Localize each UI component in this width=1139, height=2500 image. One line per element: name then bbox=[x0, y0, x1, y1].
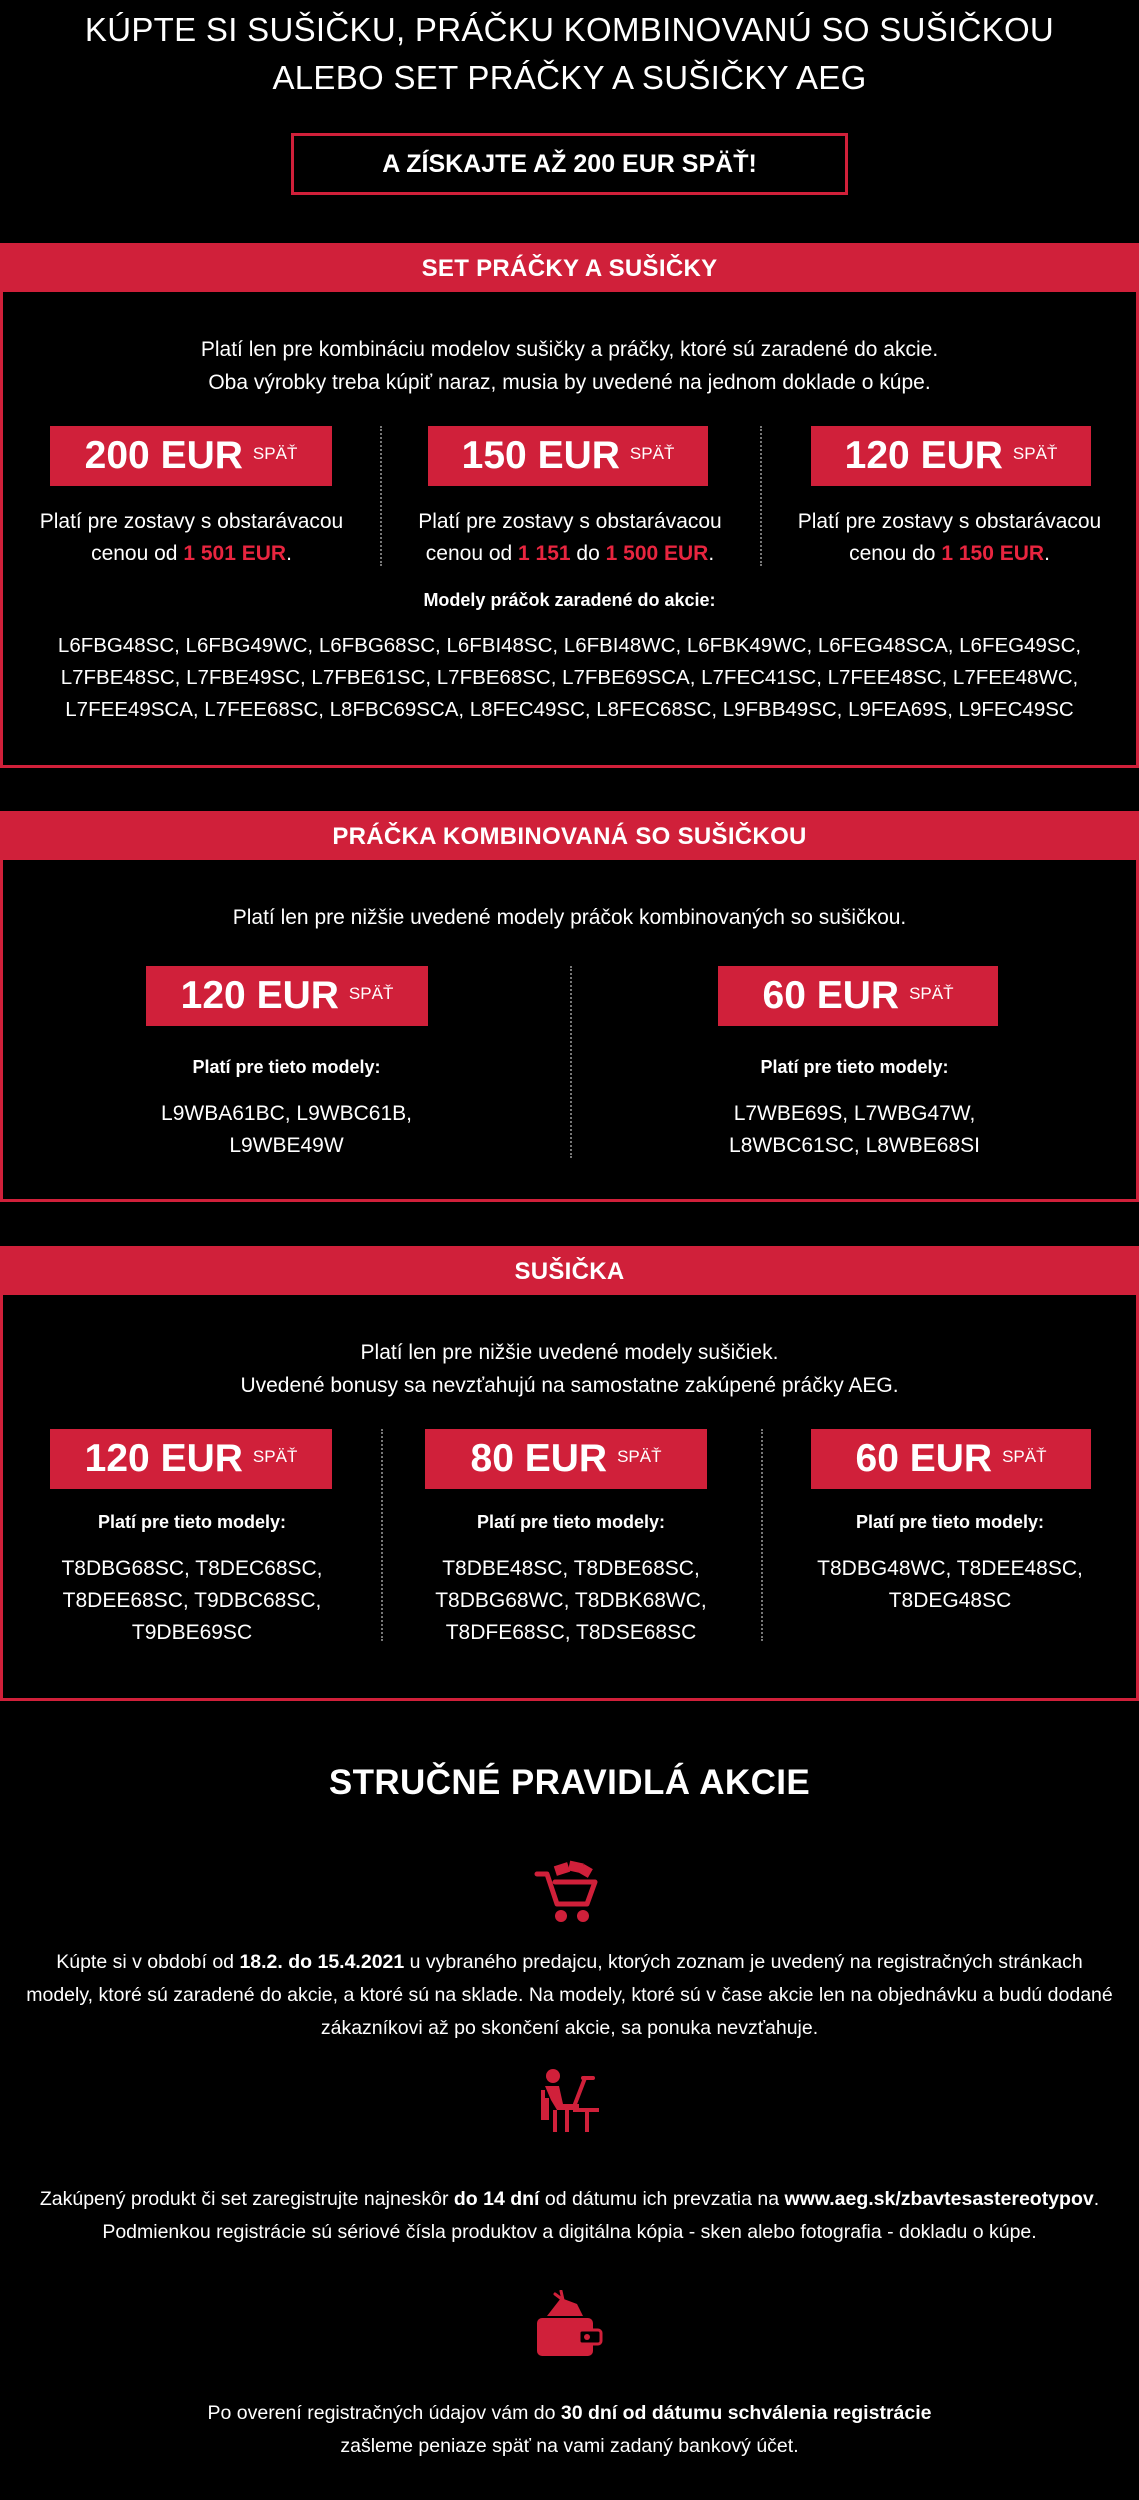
step2-end: . bbox=[1093, 2188, 1100, 2210]
step2-pre: Zakúpený produkt či set zaregistrujte najneskôr bbox=[39, 2188, 454, 2210]
badge-amount: 60 EUR bbox=[762, 974, 900, 1017]
step1-line2: modely, ktoré sú zaradené do akcie, a ktoré sú na sklade. Na modely, ktoré sú v čase akcie len na objednávku a budú dodané bbox=[26, 1984, 1113, 2006]
dryer-intro-line2: Uvedené bonusy sa nevzťahujú na samostatne zakúpené práčky AEG. bbox=[240, 1374, 899, 1397]
dryer-intro-line1: Platí len pre nižšie uvedené modely sušičiek. bbox=[360, 1341, 779, 1364]
desc-line2-pre: cenou do bbox=[849, 542, 942, 565]
wallet-refund-icon bbox=[533, 2290, 605, 2362]
models-label: Platí pre tieto modely: bbox=[97, 1512, 287, 1532]
set-intro-line1: Platí len pre kombináciu modelov sušičky a práčky, ktoré sú zaradené do akcie. bbox=[200, 338, 939, 361]
desc-line2-pre: cenou od bbox=[91, 542, 184, 565]
hero-cta-text: A ZÍSKAJTE AŽ 200 EUR SPÄŤ! bbox=[382, 149, 757, 178]
models-line2: T8DEG48SC bbox=[888, 1589, 1012, 1612]
combo-offer-2 bbox=[570, 966, 1139, 1166]
set-offer-1 bbox=[3, 426, 380, 568]
set-offer-1-badge bbox=[50, 426, 332, 486]
step1-post: u vybraného predajcu, ktorých zoznam je uvedený na registračných stránkach bbox=[404, 1951, 1083, 1973]
badge-amount: 60 EUR bbox=[855, 1437, 993, 1480]
combo-section-intro: Platí len pre nižšie uvedené modely práčok kombinovaných so sušičkou. bbox=[232, 906, 907, 929]
step1-line3: zákazníkovi až po skončení akcie, sa ponuka nevzťahuje. bbox=[320, 2017, 819, 2039]
desc-end: . bbox=[286, 542, 292, 565]
set-section-title-text: SET PRÁČKY A SUŠIČKY bbox=[421, 255, 718, 282]
set-offer-2-badge bbox=[428, 426, 708, 486]
desc-mid: do bbox=[570, 542, 606, 565]
set-intro-line2: Oba výrobky treba kúpiť naraz, musia by uvedené na jednom doklade o kúpe. bbox=[208, 371, 931, 394]
combo-section bbox=[0, 811, 1139, 1202]
dryer-offer-3 bbox=[761, 1429, 1139, 1659]
models-line1: L7WBE69S, L7WBG47W, bbox=[733, 1102, 976, 1125]
set-offer-2 bbox=[380, 426, 760, 568]
dryer-offer-2-badge bbox=[425, 1429, 707, 1489]
desc-price-from: 1 501 EUR bbox=[183, 542, 287, 565]
desc-price-from: 1 151 bbox=[518, 542, 571, 565]
badge-suffix: SPÄŤ bbox=[1002, 1447, 1047, 1466]
dryer-offer-3-badge bbox=[811, 1429, 1091, 1489]
rule-step-1 bbox=[0, 1946, 1139, 2045]
desc-line2-pre: cenou od bbox=[425, 542, 519, 565]
set-section bbox=[0, 243, 1139, 768]
badge-amount: 80 EUR bbox=[470, 1437, 608, 1480]
combo-section-title-text: PRÁČKA KOMBINOVANÁ SO SUŠIČKOU bbox=[332, 823, 807, 850]
badge-amount: 120 EUR bbox=[844, 434, 1003, 477]
models-label: Platí pre tieto modely: bbox=[476, 1512, 666, 1532]
step2-deadline: do 14 dní bbox=[453, 2188, 540, 2210]
dryer-section-intro bbox=[3, 1336, 1136, 1402]
badge-suffix: SPÄŤ bbox=[617, 1447, 662, 1466]
models-line1: L9WBA61BC, L9WBC61B, bbox=[161, 1102, 412, 1125]
desc-end: . bbox=[708, 542, 715, 565]
desc-line1: Platí pre zostavy s obstarávacou bbox=[418, 510, 722, 533]
combo-offer-1-models bbox=[3, 1098, 570, 1162]
badge-suffix: SPÄŤ bbox=[909, 984, 954, 1003]
person-at-computer-icon bbox=[533, 2066, 605, 2138]
badge-amount: 120 EUR bbox=[84, 1437, 243, 1480]
desc-end: . bbox=[1044, 542, 1050, 565]
models-line2: L8WBC61SC, L8WBE68SI bbox=[729, 1134, 980, 1157]
rule-step-3 bbox=[0, 2397, 1139, 2463]
set-offer-3 bbox=[760, 426, 1139, 568]
models-line2: L7FBE48SC, L7FBE49SC, L7FBE61SC, L7FBE68SC, L7FBE69SCA, L7FEC41SC, L7FEE48SC, L7FEE48WC, bbox=[60, 666, 1079, 689]
badge-amount: 120 EUR bbox=[180, 974, 339, 1017]
models-label: Platí pre tieto modely: bbox=[192, 1057, 381, 1077]
set-offer-3-badge bbox=[811, 426, 1091, 486]
combo-offer-1 bbox=[3, 966, 570, 1166]
rules-title: STRUČNÉ PRAVIDLÁ AKCIE bbox=[328, 1763, 811, 1802]
badge-suffix: SPÄŤ bbox=[252, 444, 298, 463]
step2-mid: od dátumu ich prevzatia na bbox=[539, 2188, 785, 2210]
desc-price-to: 1 150 EUR bbox=[941, 542, 1045, 565]
combo-offer-2-models bbox=[570, 1098, 1139, 1162]
set-models-list bbox=[3, 630, 1136, 726]
set-offer-1-desc bbox=[3, 506, 380, 570]
dryer-section-title-text: SUŠIČKA bbox=[514, 1258, 625, 1285]
combo-offer-2-badge bbox=[718, 966, 998, 1026]
hero-title-line2: ALEBO SET PRÁČKY A SUŠIČKY AEG bbox=[272, 59, 867, 96]
hero-title-line1: KÚPTE SI SUŠIČKU, PRÁČKU KOMBINOVANÚ SO SUŠIČKOU bbox=[84, 11, 1055, 48]
badge-suffix: SPÄŤ bbox=[348, 984, 394, 1003]
rule-step-2 bbox=[0, 2183, 1139, 2249]
badge-suffix: SPÄŤ bbox=[1012, 444, 1058, 463]
combo-section-title bbox=[3, 814, 1136, 860]
models-line1: T8DBG48WC, T8DEE48SC, bbox=[817, 1557, 1083, 1580]
models-label: Platí pre tieto modely: bbox=[855, 1512, 1045, 1532]
dryer-offer-3-models bbox=[761, 1553, 1139, 1617]
dryer-offer-1-models bbox=[3, 1553, 381, 1649]
step3-deadline: 30 dní od dátumu schválenia registrácie bbox=[560, 2402, 932, 2424]
models-line3: T8DFE68SC, T8DSE68SC bbox=[445, 1621, 697, 1644]
badge-suffix: SPÄŤ bbox=[629, 444, 675, 463]
badge-suffix: SPÄŤ bbox=[252, 1447, 298, 1466]
dryer-section bbox=[0, 1246, 1139, 1701]
step1-pre: Kúpte si v období od bbox=[56, 1951, 240, 1973]
desc-price-to: 1 500 EUR bbox=[605, 542, 709, 565]
set-section-title bbox=[3, 246, 1136, 292]
models-line2: T8DBG68WC, T8DBK68WC, bbox=[435, 1589, 707, 1612]
set-section-intro bbox=[3, 333, 1136, 399]
models-line1: L6FBG48SC, L6FBG49WC, L6FBG68SC, L6FBI48SC, L6FBI48WC, L6FBK49WC, L6FEG48SCA, L6FEG49SC, bbox=[57, 634, 1082, 657]
set-models-label: Modely práčok zaradené do akcie: bbox=[423, 590, 716, 610]
desc-line1: Platí pre zostavy s obstarávacou bbox=[797, 510, 1102, 533]
badge-amount: 150 EUR bbox=[461, 434, 620, 477]
set-offer-2-desc bbox=[380, 506, 760, 570]
dryer-offer-1 bbox=[3, 1429, 381, 1659]
step3-line2: zašleme peniaze späť na vami zadaný bankový účet. bbox=[340, 2435, 799, 2457]
desc-line1: Platí pre zostavy s obstarávacou bbox=[39, 510, 344, 533]
hero-cta-box bbox=[291, 133, 848, 195]
models-line1: T8DBG68SC, T8DEC68SC, bbox=[61, 1557, 323, 1580]
models-line1: T8DBE48SC, T8DBE68SC, bbox=[442, 1557, 700, 1580]
step2-registration-link[interactable]: www.aeg.sk/zbavtesastereotypov bbox=[784, 2188, 1094, 2210]
badge-amount: 200 EUR bbox=[84, 434, 243, 477]
models-label: Platí pre tieto modely: bbox=[760, 1057, 949, 1077]
dryer-section-title bbox=[3, 1249, 1136, 1295]
models-line2: L9WBE49W bbox=[229, 1134, 344, 1157]
step2-line2: Podmienkou registrácie sú sériové čísla produktov a digitálna kópia - sken alebo fotografia - dokladu o kúpe. bbox=[102, 2221, 1037, 2243]
set-offer-3-desc bbox=[760, 506, 1139, 570]
models-line2: T8DEE68SC, T9DBC68SC, bbox=[62, 1589, 322, 1612]
dryer-offer-1-badge bbox=[50, 1429, 332, 1489]
step1-date-range: 18.2. do 15.4.2021 bbox=[239, 1951, 405, 1973]
dryer-offer-2-models bbox=[381, 1553, 761, 1649]
shopping-cart-icon bbox=[533, 1860, 605, 1932]
dryer-offer-2 bbox=[381, 1429, 761, 1659]
combo-offer-1-badge bbox=[146, 966, 428, 1026]
hero-title bbox=[0, 6, 1139, 102]
step3-pre: Po overení registračných údajov vám do bbox=[207, 2402, 561, 2424]
models-line3: T9DBE69SC bbox=[131, 1621, 253, 1644]
models-line3: L7FEE49SCA, L7FEE68SC, L8FBC69SCA, L8FEC49SC, L8FEC68SC, L9FBB49SC, L9FEA69S, L9FEC49SC bbox=[65, 698, 1074, 721]
